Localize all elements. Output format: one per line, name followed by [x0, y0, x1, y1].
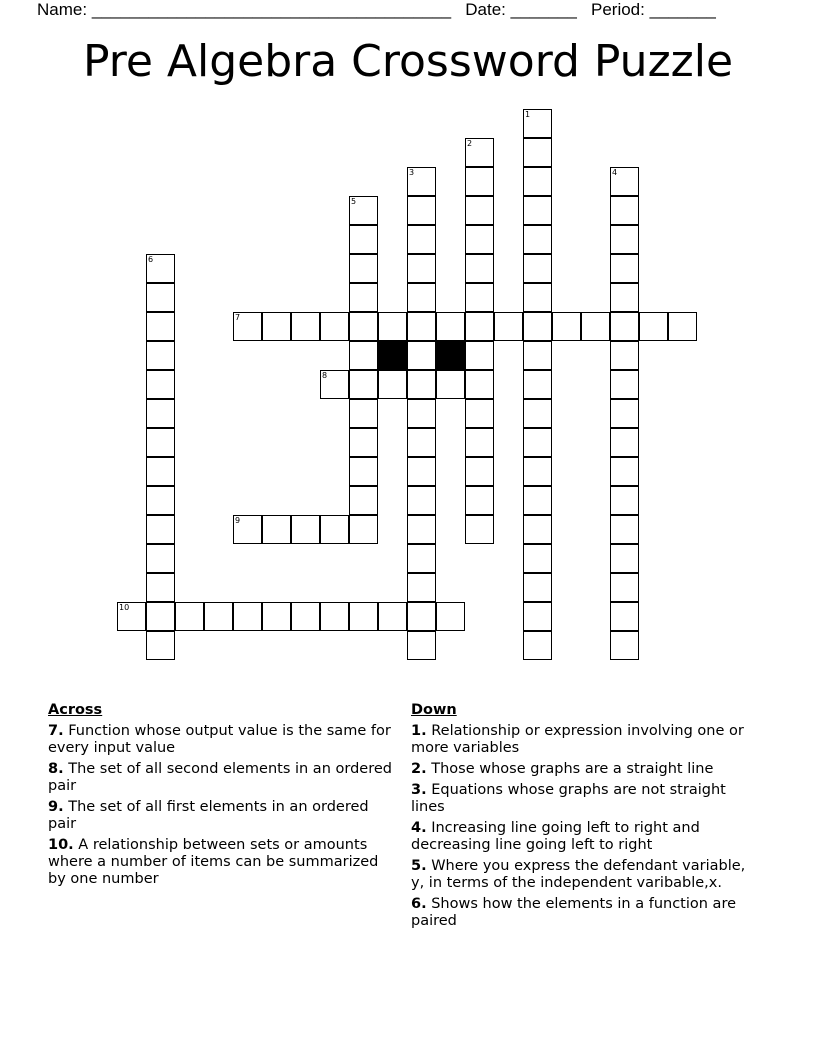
grid-cell[interactable] [465, 341, 494, 370]
clue-text: Where you express the defendant variable, y, in terms of the independent varibable,x. [411, 858, 746, 891]
clue-item [411, 896, 756, 930]
grid-cell[interactable] [523, 283, 552, 312]
clue-text: Function whose output value is the same for every input value [48, 723, 391, 756]
cell-number: 4 [612, 168, 618, 177]
grid-cell[interactable] [349, 254, 378, 283]
grid-cell[interactable] [204, 602, 233, 631]
grid-cell[interactable] [494, 312, 523, 341]
clue-text: A relationship between sets or amounts where a number of items can be summarized by one number [48, 837, 379, 887]
grid-cell[interactable] [610, 341, 639, 370]
black-cell [378, 341, 407, 370]
grid-cell[interactable] [465, 399, 494, 428]
black-cell [436, 341, 465, 370]
grid-cell[interactable] [407, 254, 436, 283]
grid-cell[interactable] [465, 167, 494, 196]
grid-cell[interactable] [523, 196, 552, 225]
grid-cell[interactable] [523, 544, 552, 573]
grid-cell[interactable] [610, 544, 639, 573]
grid-cell[interactable] [349, 312, 378, 341]
clue-text: Increasing line going left to right and decreasing line going left to right [411, 820, 700, 853]
grid-cell[interactable] [465, 486, 494, 515]
clue-item [48, 837, 398, 888]
grid-cell[interactable] [610, 602, 639, 631]
clue-text: Equations whose graphs are not straight lines [411, 782, 726, 815]
grid-cell[interactable] [146, 602, 175, 631]
clue-text: The set of all first elements in an ordered pair [48, 799, 369, 832]
grid-cell[interactable] [465, 254, 494, 283]
grid-cell[interactable] [523, 225, 552, 254]
cell-number: 5 [351, 197, 357, 206]
grid-cell[interactable] [407, 225, 436, 254]
grid-cell[interactable] [523, 370, 552, 399]
clue-number: 8. [48, 761, 64, 777]
grid-cell[interactable] [146, 341, 175, 370]
grid-cell[interactable] [146, 573, 175, 602]
clue-number: 9. [48, 799, 64, 815]
date-field[interactable]: _______ [510, 0, 577, 19]
grid-cell[interactable] [407, 602, 436, 631]
grid-cell[interactable] [233, 602, 262, 631]
clue-number: 1. [411, 723, 427, 739]
grid-cell[interactable] [146, 486, 175, 515]
clue-item [411, 782, 756, 816]
grid-cell[interactable] [610, 370, 639, 399]
grid-cell[interactable] [146, 399, 175, 428]
grid-cell[interactable] [523, 167, 552, 196]
header-line [37, 0, 716, 20]
clue-item [411, 858, 756, 892]
grid-cell[interactable] [523, 515, 552, 544]
cell-number: 1 [525, 110, 531, 119]
grid-cell[interactable] [349, 399, 378, 428]
clue-number: 7. [48, 723, 64, 739]
grid-cell[interactable] [523, 312, 552, 341]
grid-cell[interactable] [465, 515, 494, 544]
clue-number: 5. [411, 858, 427, 874]
clue-text: Shows how the elements in a function are paired [411, 896, 737, 929]
clue-item [411, 820, 756, 854]
grid-cell[interactable] [407, 370, 436, 399]
grid-cell[interactable] [146, 457, 175, 486]
grid-cell[interactable] [523, 109, 552, 138]
grid-cell[interactable] [523, 138, 552, 167]
grid-cell[interactable] [610, 399, 639, 428]
cell-number: 8 [322, 371, 328, 380]
down-heading: Down [411, 702, 457, 718]
grid-cell[interactable] [610, 196, 639, 225]
grid-cell[interactable] [610, 428, 639, 457]
grid-cell[interactable] [407, 341, 436, 370]
grid-cell[interactable] [291, 312, 320, 341]
period-field[interactable]: _______ [649, 0, 716, 19]
grid-cell[interactable] [175, 602, 204, 631]
grid-cell[interactable] [523, 631, 552, 660]
grid-cell[interactable] [146, 515, 175, 544]
grid-cell[interactable] [407, 631, 436, 660]
grid-cell[interactable] [407, 544, 436, 573]
clue-number: 3. [411, 782, 427, 798]
grid-cell[interactable] [407, 486, 436, 515]
down-clues [411, 702, 756, 934]
cell-number: 3 [409, 168, 415, 177]
grid-cell[interactable] [581, 312, 610, 341]
grid-cell[interactable] [436, 370, 465, 399]
clue-number: 2. [411, 761, 427, 777]
grid-cell[interactable] [639, 312, 668, 341]
grid-cell[interactable] [610, 254, 639, 283]
grid-cell[interactable] [349, 370, 378, 399]
clue-number: 6. [411, 896, 427, 912]
grid-cell[interactable] [465, 283, 494, 312]
date-label: Date: [465, 0, 506, 19]
grid-cell[interactable] [610, 631, 639, 660]
name-label: Name: [37, 0, 88, 19]
clue-item [48, 723, 398, 757]
grid-cell[interactable] [465, 225, 494, 254]
grid-cell[interactable] [523, 428, 552, 457]
grid-cell[interactable] [146, 370, 175, 399]
name-field[interactable]: ______________________________________ [91, 0, 452, 19]
grid-cell[interactable] [610, 167, 639, 196]
grid-cell[interactable] [349, 457, 378, 486]
clue-item [48, 799, 398, 833]
grid-cell[interactable] [668, 312, 697, 341]
clue-item [411, 761, 756, 778]
grid-cell[interactable] [233, 312, 262, 341]
cell-number: 6 [148, 255, 154, 264]
grid-cell[interactable] [378, 370, 407, 399]
grid-cell[interactable] [117, 602, 146, 631]
grid-cell[interactable] [349, 283, 378, 312]
grid-cell[interactable] [407, 399, 436, 428]
cell-number: 9 [235, 516, 241, 525]
grid-cell[interactable] [523, 457, 552, 486]
grid-cell[interactable] [465, 138, 494, 167]
grid-cell[interactable] [262, 602, 291, 631]
grid-cell[interactable] [407, 573, 436, 602]
period-label: Period: [591, 0, 645, 19]
grid-cell[interactable] [465, 457, 494, 486]
grid-cell[interactable] [610, 457, 639, 486]
grid-cell[interactable] [610, 515, 639, 544]
grid-cell[interactable] [291, 515, 320, 544]
cell-number: 10 [119, 603, 130, 612]
grid-cell[interactable] [407, 283, 436, 312]
grid-cell[interactable] [407, 457, 436, 486]
grid-cell[interactable] [610, 283, 639, 312]
grid-cell[interactable] [523, 486, 552, 515]
grid-cell[interactable] [146, 631, 175, 660]
grid-cell[interactable] [465, 370, 494, 399]
grid-cell[interactable] [349, 196, 378, 225]
grid-cell[interactable] [320, 515, 349, 544]
grid-cell[interactable] [320, 602, 349, 631]
grid-cell[interactable] [146, 283, 175, 312]
grid-cell[interactable] [610, 312, 639, 341]
grid-cell[interactable] [436, 312, 465, 341]
grid-cell[interactable] [407, 515, 436, 544]
grid-cell[interactable] [378, 602, 407, 631]
grid-cell[interactable] [610, 225, 639, 254]
grid-cell[interactable] [552, 312, 581, 341]
grid-cell[interactable] [146, 312, 175, 341]
grid-cell[interactable] [349, 515, 378, 544]
grid-cell[interactable] [378, 312, 407, 341]
grid-cell[interactable] [349, 486, 378, 515]
clue-number: 10. [48, 837, 74, 853]
cell-number: 2 [467, 139, 473, 148]
grid-cell[interactable] [349, 428, 378, 457]
page-title: Pre Algebra Crossword Puzzle [82, 36, 734, 87]
across-heading: Across [48, 702, 103, 718]
grid-cell[interactable] [146, 254, 175, 283]
grid-cell[interactable] [465, 312, 494, 341]
grid-cell[interactable] [610, 573, 639, 602]
grid-cell[interactable] [465, 428, 494, 457]
grid-cell[interactable] [233, 515, 262, 544]
grid-cell[interactable] [407, 196, 436, 225]
grid-cell[interactable] [349, 602, 378, 631]
clue-item [411, 723, 756, 757]
grid-cell[interactable] [407, 312, 436, 341]
clue-number: 4. [411, 820, 427, 836]
grid-cell[interactable] [523, 254, 552, 283]
clue-text: The set of all second elements in an ordered pair [48, 761, 392, 794]
grid-cell[interactable] [465, 196, 494, 225]
grid-cell[interactable] [349, 341, 378, 370]
grid-cell[interactable] [523, 399, 552, 428]
grid-cell[interactable] [320, 312, 349, 341]
grid-cell[interactable] [320, 370, 349, 399]
clue-text: Those whose graphs are a straight line [431, 761, 714, 777]
grid-cell[interactable] [146, 428, 175, 457]
grid-cell[interactable] [523, 573, 552, 602]
grid-cell[interactable] [523, 602, 552, 631]
across-clues [48, 702, 398, 892]
grid-cell[interactable] [610, 486, 639, 515]
grid-cell[interactable] [523, 341, 552, 370]
grid-cell[interactable] [291, 602, 320, 631]
grid-cell[interactable] [262, 312, 291, 341]
grid-cell[interactable] [407, 167, 436, 196]
cell-number: 7 [235, 313, 241, 322]
grid-cell[interactable] [262, 515, 291, 544]
grid-cell[interactable] [349, 225, 378, 254]
grid-cell[interactable] [407, 428, 436, 457]
clue-text: Relationship or expression involving one or more variables [411, 723, 744, 756]
clue-item [48, 761, 398, 795]
grid-cell[interactable] [146, 544, 175, 573]
grid-cell[interactable] [436, 602, 465, 631]
